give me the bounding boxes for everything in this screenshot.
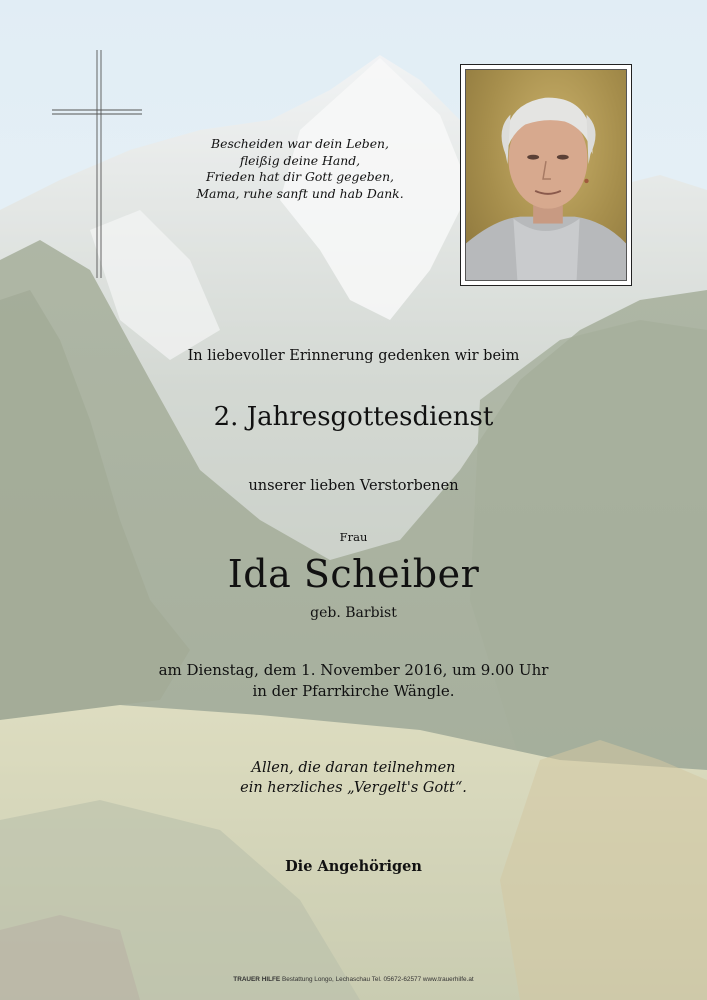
intro-text: In liebevoller Erinnerung gedenken wir beim xyxy=(187,348,520,364)
footer-brand: TRAUER HILFE xyxy=(233,976,281,983)
portrait-illustration xyxy=(466,70,626,280)
portrait-photo xyxy=(465,69,627,281)
subline-text: unserer lieben Verstorbenen xyxy=(248,478,459,494)
thanks-line-1: Allen, die daran teilnehmen xyxy=(251,760,456,776)
birth-name: geb. Barbist xyxy=(310,605,397,621)
poem-line-2: fleißig deine Hand, xyxy=(239,152,361,168)
portrait-frame xyxy=(460,64,632,286)
cross-icon xyxy=(52,50,142,278)
poem-line-3: Frieden hat dir Gott gegeben, xyxy=(205,169,394,184)
service-title: 2. Jahresgottesdienst xyxy=(213,402,494,432)
memorial-poem xyxy=(165,136,435,202)
date-line: am Dienstag, dem 1. November 2016, um 9.00 Uhr xyxy=(158,661,549,679)
footer-credit xyxy=(0,976,707,983)
poem-line-1: Bescheiden war dein Leben, xyxy=(211,136,389,151)
thanks-line-2: ein herzliches „Vergelt's Gott“. xyxy=(240,780,467,796)
footer-details: Bestattung Longo, Lechaschau Tel. 05672-62577 www.trauerhilfe.at xyxy=(281,976,474,983)
deceased-name: Ida Scheiber xyxy=(227,552,480,596)
family-signature: Die Angehörigen xyxy=(285,858,422,875)
salutation-text: Frau xyxy=(339,530,368,544)
poem-line-4: Mama, ruhe sanft und hab Dank. xyxy=(196,185,404,201)
place-line: in der Pfarrkirche Wängle. xyxy=(252,682,455,700)
